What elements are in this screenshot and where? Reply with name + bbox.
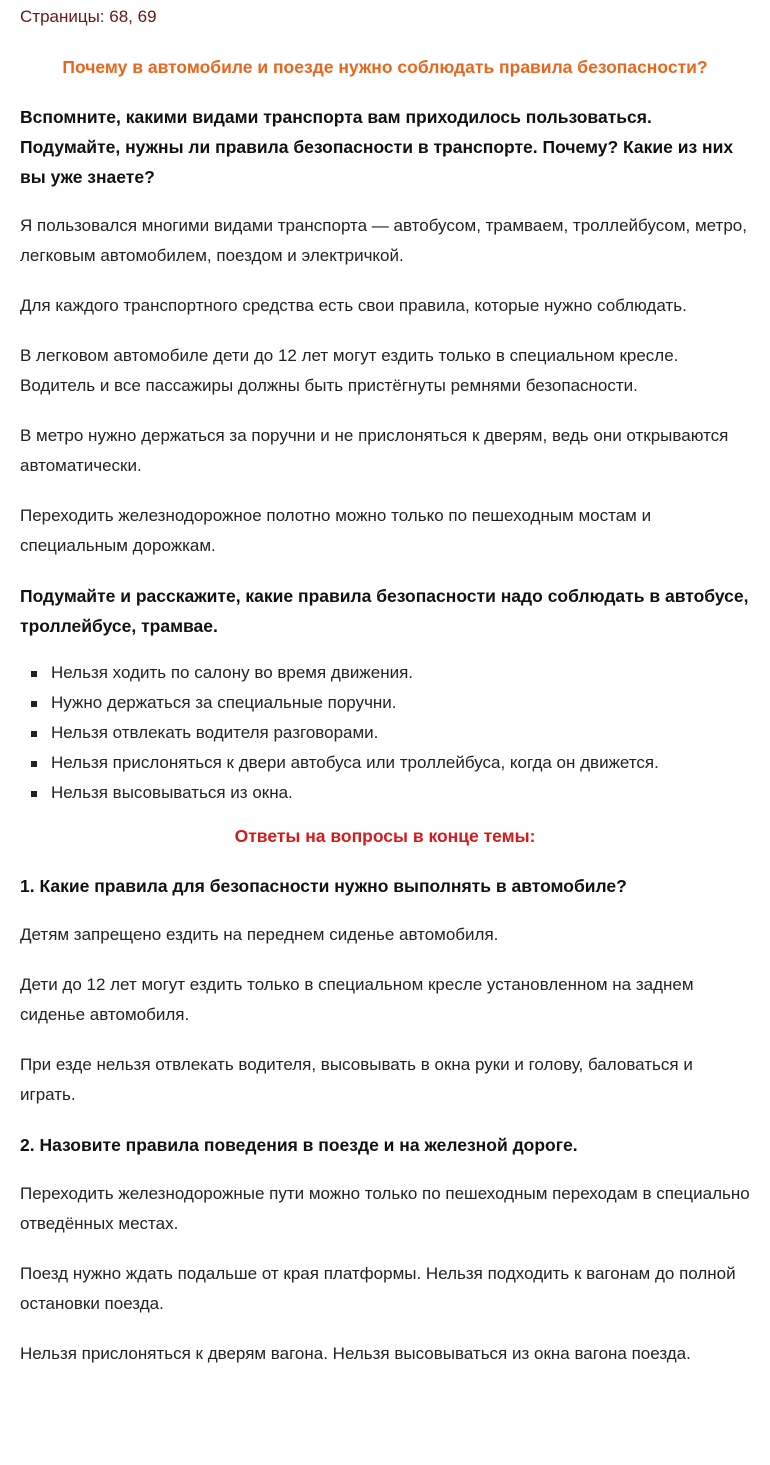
pages-line: Страницы: 68, 69 bbox=[20, 7, 157, 26]
answer-2-paragraph-2: Поезд нужно ждать подальше от края платформы. Нельзя подходить к вагонам до полной остановки поезда. bbox=[20, 1264, 736, 1313]
list-item bbox=[20, 778, 750, 808]
answer-2-paragraph-1: Переходить железнодорожные пути можно только по пешеходным переходам в специально отведённых местах. bbox=[20, 1184, 750, 1233]
intro-paragraph-1: Я пользовался многими видами транспорта — автобусом, трамваем, троллейбусом, метро, легковым автомобилем, поездом и электричкой. bbox=[20, 216, 747, 265]
intro-paragraph-4: В метро нужно держаться за поручни и не прислоняться к дверям, ведь они открываются автоматически. bbox=[20, 426, 729, 475]
square-bullet-icon bbox=[31, 791, 37, 797]
list-item-text: Нельзя прислоняться к двери автобуса или троллейбуса, когда он движется. bbox=[51, 753, 659, 772]
square-bullet-icon bbox=[31, 671, 37, 677]
page-title: Почему в автомобиле и поезде нужно соблюдать правила безопасности? bbox=[62, 57, 708, 77]
list-item bbox=[20, 748, 750, 778]
intro-paragraph-2: Для каждого транспортного средства есть свои правила, которые нужно соблюдать. bbox=[20, 296, 687, 315]
answer-1-paragraph-1: Детям запрещено ездить на переднем сиденье автомобиля. bbox=[20, 925, 499, 944]
list-item bbox=[20, 688, 750, 718]
square-bullet-icon bbox=[31, 761, 37, 767]
answer-2-paragraph-3: Нельзя прислоняться к дверям вагона. Нельзя высовываться из окна вагона поезда. bbox=[20, 1344, 691, 1363]
square-bullet-icon bbox=[31, 731, 37, 737]
list-item bbox=[20, 658, 750, 688]
question-intro: Вспомните, какими видами транспорта вам приходилось пользоваться. Подумайте, нужны ли правила безопасности в транспорте. Почему? Какие из них вы уже знаете? bbox=[20, 107, 734, 187]
bus-rules-list bbox=[20, 658, 750, 808]
intro-paragraph-5: Переходить железнодорожное полотно можно только по пешеходным мостам и специальным дорожкам. bbox=[20, 506, 652, 555]
question-1: 1. Какие правила для безопасности нужно выполнять в автомобиле? bbox=[20, 876, 627, 896]
list-item-text: Нельзя высовываться из окна. bbox=[51, 783, 293, 802]
intro-paragraph-3: В легковом автомобиле дети до 12 лет могут ездить только в специальном кресле. Водитель и все пассажиры должны быть пристёгнуты ремнями безопасности. bbox=[20, 346, 679, 395]
square-bullet-icon bbox=[31, 701, 37, 707]
answer-1-paragraph-3: При езде нельзя отвлекать водителя, высовывать в окна руки и голову, баловаться и играть. bbox=[20, 1055, 693, 1104]
answers-title: Ответы на вопросы в конце темы: bbox=[234, 826, 536, 846]
question-bus: Подумайте и расскажите, какие правила безопасности надо соблюдать в автобусе, троллейбусе, трамвае. bbox=[20, 586, 749, 636]
list-item-text: Нужно держаться за специальные поручни. bbox=[51, 693, 397, 712]
question-2: 2. Назовите правила поведения в поезде и на железной дороге. bbox=[20, 1135, 578, 1155]
list-item-text: Нельзя ходить по салону во время движения. bbox=[51, 663, 414, 682]
list-item bbox=[20, 718, 750, 748]
list-item-text: Нельзя отвлекать водителя разговорами. bbox=[51, 723, 379, 742]
answer-1-paragraph-2: Дети до 12 лет могут ездить только в специальном кресле установленном на заднем сиденье автомобиля. bbox=[20, 975, 694, 1024]
